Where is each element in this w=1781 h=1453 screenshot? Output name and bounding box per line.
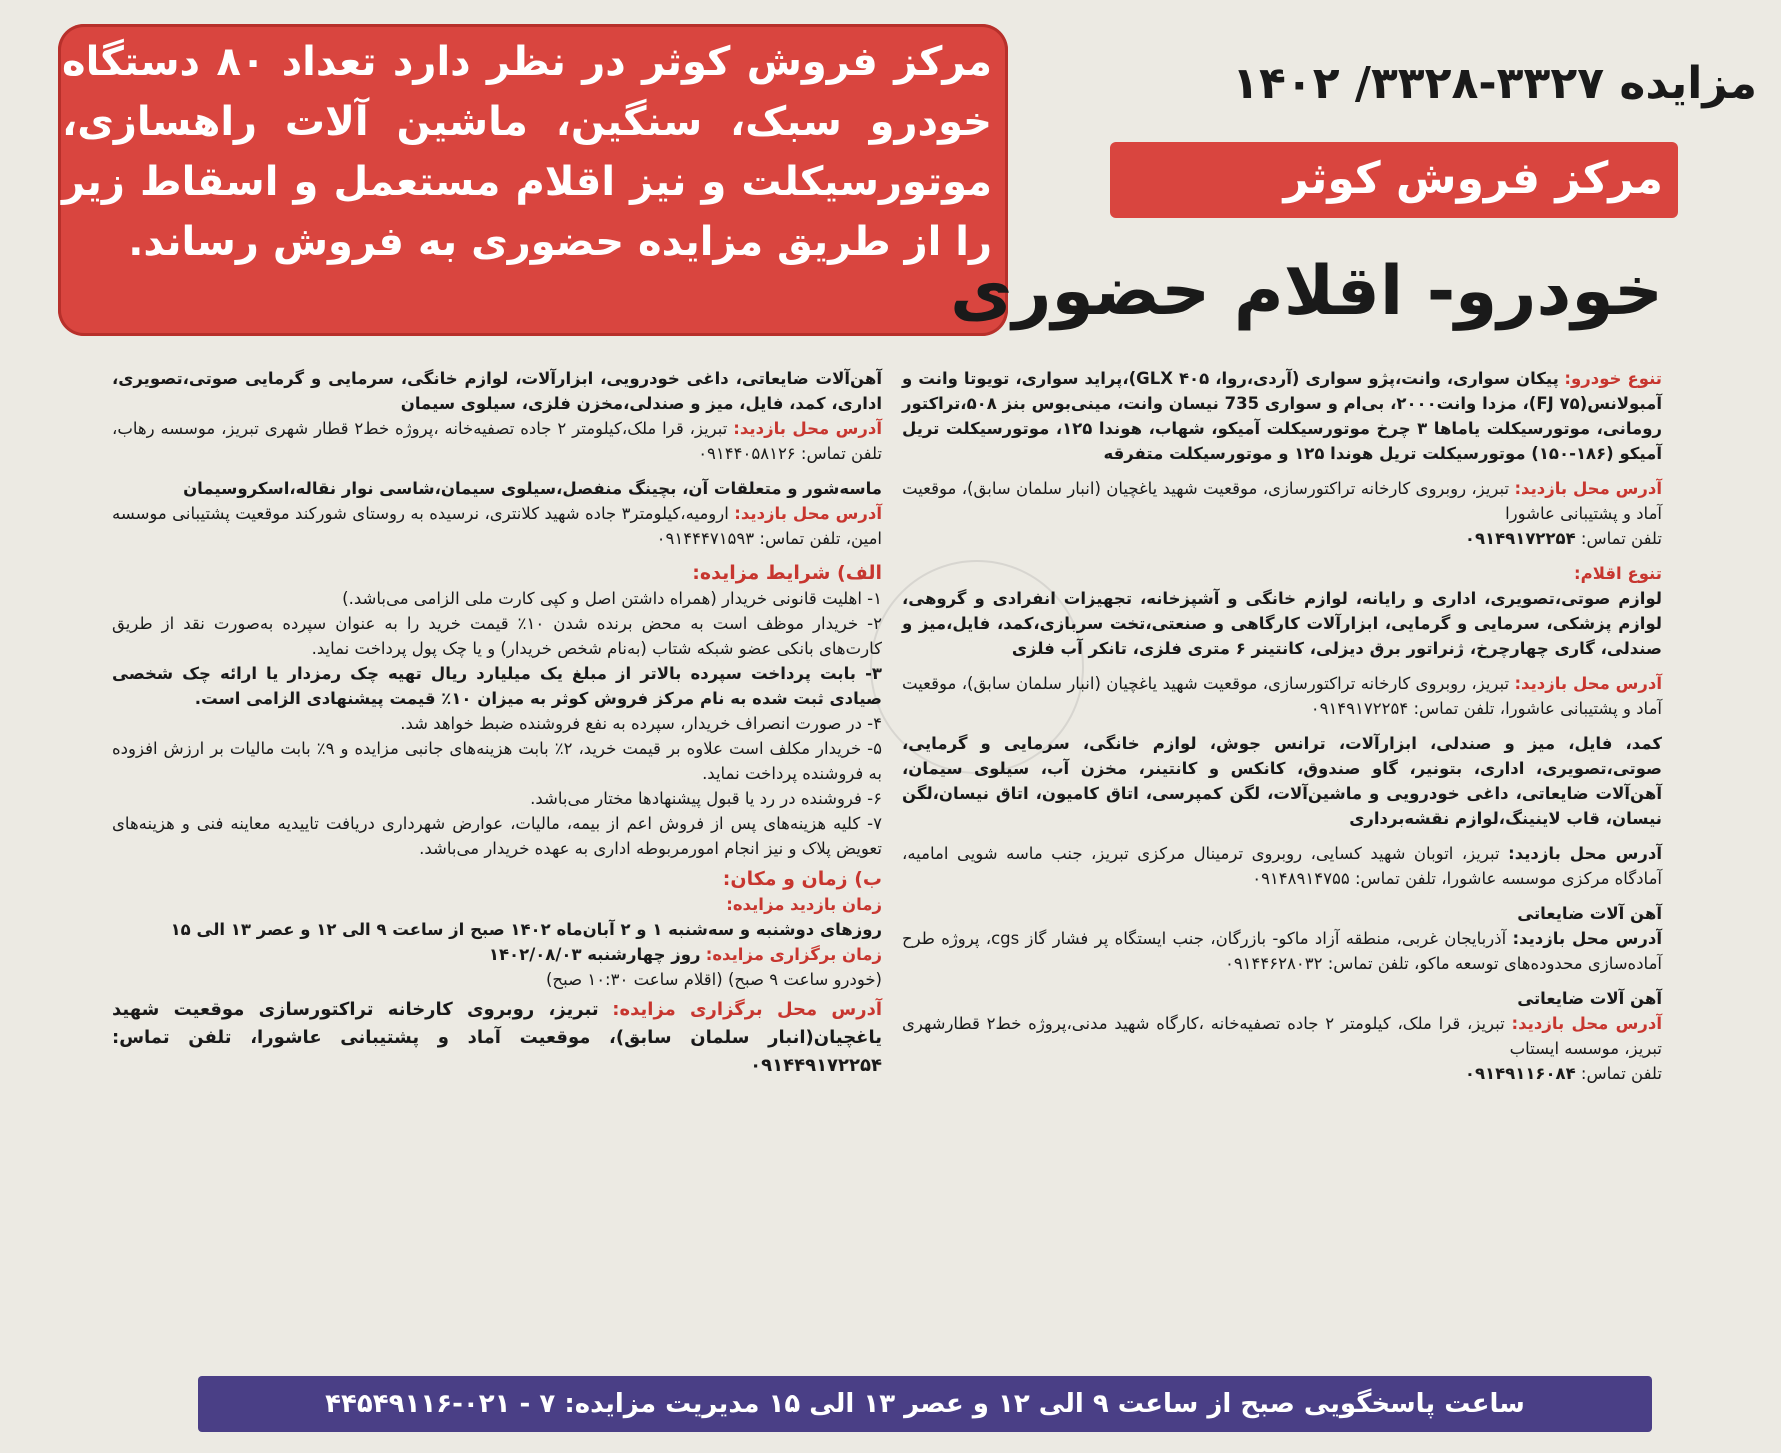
items-b-text: ماسه‌شور و متعلقات آن، بچینگ منفصل،سیلوی سیمان،شاسی نوار نقاله،اسکروسیمان [183, 479, 882, 498]
items-a-text: آهن‌آلات ضایعاتی، داغی خودرویی، ابزارآلات، لوازم خانگی، سرمایی و گرمایی صوتی،تصویری، اداری، کمد، فایل، میز و صندلی،مخزن فلزی، سیلوی سیمان [112, 369, 882, 413]
visit2-text: تبریز، روبروی کارخانه تراکتورسازی، موقعیت شهید یاغچیان (انبار سلمان سابق)، موقعیت آماد و پشتیبانی عاشورا، تلفن تماس: ۰۹۱۴۹۱۷۲۲۵۴ [902, 674, 1662, 718]
vehicles-label: تنوع خودرو: [1564, 369, 1662, 388]
visit-b-label: آدرس محل بازدید: [734, 504, 883, 523]
visit-b-text: ارومیه،کیلومتر۳ جاده شهید کلانتری، نرسیده به روستای شورکند موقعیت پشتیبانی موسسه امین، تلفن تماس: ۰۹۱۴۴۴۷۱۵۹۳ [112, 504, 882, 548]
visit-time-label: زمان بازدید مزایده: [726, 895, 882, 914]
condition-item: ۶- فروشنده در رد یا قبول پیشنهادها مختار می‌باشد. [530, 789, 882, 808]
footer-text: ساعت پاسخگویی صبح از ساعت ۹ الی ۱۲ و عصر ۱۳ الی ۱۵ مدیریت مزایده: ۷ - ۰۲۱-۴۴۵۴۹۱۱۶ [325, 1389, 1525, 1419]
visit5-label: آدرس محل بازدید: [1511, 1014, 1663, 1033]
place-paragraph [112, 996, 882, 1080]
visit1-paragraph [902, 476, 1662, 551]
phone1-label: تلفن تماس: [1580, 529, 1662, 548]
visit1-text: تبریز، روبروی کارخانه تراکتورسازی، موقعیت شهید یاغچیان (انبار سلمان سابق)، موقعیت آماد و پشتیبانی عاشورا [902, 479, 1662, 523]
items-text: لوازم صوتی،تصویری، اداری و رایانه، لوازم خانگی و آشپزخانه، تجهیزات انفرادی و گروهی، لوازم پزشکی، سرمایی و گرمایی، ابزارآلات کارگاهی و صنعتی،تخت سربازی،کمد، فایل،میز و صندلی، گاری چهارچرخ، ژنراتور برق دیزلی، کانتینر ۶ متری فلزی، تانکر آب فلزی [902, 589, 1662, 658]
hold-time-text: روز چهارشنبه ۱۴۰۲/۰۸/۰۳ [488, 945, 701, 964]
scrap1-paragraph [902, 901, 1662, 976]
items2-text: کمد، فایل، میز و صندلی، ابزارآلات، ترانس جوش، لوازم خانگی، سرمایی و گرمایی، صوتی،تصویری، اداری، بتونیر، گاو صندوق، کانکس و کانتینر، مخزن آب، سیلوی سیمان، آهن‌آلات ضایعاتی، داغی خودرویی و ماشین‌آلات، لگن کمپرسی، اتاق کامیون، اتاق نیسان،لگن نیسان، قاب لاینینگ،لوازم نقشه‌برداری [902, 734, 1662, 828]
visit3-text: تبریز، اتوبان شهید کسایی، روبروی ترمینال مرکزی تبریز، جنب ماسه شویی امامیه، آمادگاه مرکزی موسسه عاشورا، تلفن تماس: ۰۹۱۴۸۹۱۴۷۵۵ [902, 844, 1662, 888]
hold-time-line [112, 942, 882, 967]
visit5-text: تبریز، قرا ملک، کیلومتر ۲ جاده تصفیه‌خانه ،کارگاه شهید مدنی،پروژه خط۲ قطارشهری تبریز، موسسه ایستاب [902, 1014, 1662, 1058]
condition-item: ۵- خریدار مکلف است علاوه بر قیمت خرید، ۲٪ بابت هزینه‌های جانبی مزایده و ۹٪ بابت مالیات بر ارزش افزوده به فروشنده پرداخت نماید. [112, 739, 882, 783]
conditions-title: الف) شرایط مزایده: [692, 562, 882, 584]
visit-a-text: تبریز، قرا ملک،کیلومتر ۲ جاده تصفیه‌خانه ،پروژه خط۲ قطار شهری تبریز، موسسه رهاب، تلفن تماس: ۰۹۱۴۴۰۵۸۱۲۶ [112, 419, 882, 463]
scrap1-title: آهن آلات ضایعاتی [1517, 904, 1662, 923]
visit1-label: آدرس محل بازدید: [1514, 479, 1663, 498]
visit4-label: آدرس محل بازدید: [1512, 929, 1662, 948]
visit2-paragraph [902, 671, 1662, 721]
auction-title: مزایده ۳۳۲۷-۳۳۲۸/ ۱۴۰۲ [1232, 58, 1757, 109]
items-label: تنوع اقلام: [1574, 564, 1662, 583]
conditions-list [112, 586, 882, 861]
visit4-text: آذربایجان غربی، منطقه آزاد ماکو- بازرگان، جنب ایستگاه پر فشار گاز cgs، پروژه طرح آماده‌سازی محدوده‌های توسعه ماکو، تلفن تماس: ۰۹۱۴۴۶۲۸۰۳۲ [902, 929, 1662, 973]
scrap2-title: آهن آلات ضایعاتی [1517, 989, 1662, 1008]
visit-a-label: آدرس محل بازدید: [733, 419, 883, 438]
items2-paragraph [902, 731, 1662, 831]
time-title: ب) زمان و مکان: [722, 868, 882, 890]
visit3-paragraph [902, 841, 1662, 891]
condition-item: ۲- خریدار موظف است به محض برنده شدن ۱۰٪ قیمت خرید را به عنوان سپرده به‌صورت نقد از طریق کارت‌های بانکی عضو شبکه شتاب (به‌نام شخص خریدار) و یا چک پول پرداخت نماید. [112, 614, 882, 658]
vehicles-paragraph [902, 366, 1662, 466]
hold-time-label: زمان برگزاری مزایده: [705, 945, 882, 964]
org-name: مرکز فروش کوثر [1283, 153, 1663, 204]
visit-time-text: روزهای دوشنبه و سه‌شنبه ۱ و ۲ آبان‌ماه ۱۴۰۲ صبح از ساعت ۹ الی ۱۲ و عصر ۱۳ الی ۱۵ [170, 920, 882, 939]
vehicles-text: پیکان سواری، وانت،پژو سواری (آردی،روا، GLX ۴۰۵)،پراید سواری، تویوتا وانت و آمبولانس(FJ ۷۵)، مزدا وانت۲۰۰۰، بی‌ام و سواری 735 نیسان وانت، مینی‌بوس بنز ۵۰۸،تراکتور رومانی، موتورسیکلت یاماها ۳ چرخ موتورسیکلت آمیکو، شهاب، هوندا ۱۲۵، موتورسیکلت تریل آمیکو (۱۸۶-۱۵۰) موتورسیکلت تریل هوندا ۱۲۵ و موتورسیکلت متفرقه [902, 369, 1662, 463]
phone5-label: تلفن تماس: [1580, 1064, 1662, 1083]
items-b-paragraph [112, 476, 882, 551]
condition-item: ۷- کلیه هزینه‌های پس از فروش اعم از بیمه، مالیات، عوارض شهرداری دریافت تاییدیه معاینه فنی و هزینه‌های تعویض پلاک و نیز انجام امورمربوطه اداری به عهده خریدار می‌باشد. [112, 814, 882, 858]
phone5-number: ۰۹۱۴۹۱۱۶۰۸۴ [1464, 1064, 1576, 1083]
items-a-paragraph [112, 366, 882, 466]
right-column [902, 366, 1662, 1096]
scrap2-paragraph [902, 986, 1662, 1086]
visit2-label: آدرس محل بازدید: [1514, 674, 1663, 693]
phone1-number: ۰۹۱۴۹۱۷۲۲۵۴ [1464, 529, 1576, 548]
condition-item: ۴- در صورت انصراف خریدار، سپرده به نفع فروشنده ضبط خواهد شد. [400, 714, 882, 733]
place-text: تبریز، روبروی کارخانه تراکتورسازی موقعیت شهید یاغچیان(انبار سلمان سابق)، موقعیت آماد و پشتیبانی عاشورا، تلفن تماس: ۰۹۱۴۴۹۱۷۲۲۵۴ [112, 999, 882, 1076]
condition-item: ۱- اهلیت قانونی خریدار (همراه داشتن اصل و کپی کارت ملی الزامی می‌باشد.) [342, 589, 882, 608]
hold-time-note: (خودرو ساعت ۹ صبح) (اقلام ساعت ۱۰:۳۰ صبح) [546, 970, 882, 989]
visit3-label: آدرس محل بازدید: [1508, 844, 1663, 863]
items-paragraph [902, 561, 1662, 661]
place-label: آدرس محل برگزاری مزایده: [612, 999, 882, 1020]
main-title: خودرو- اقلام حضوری [950, 252, 1663, 331]
left-column [112, 366, 882, 1080]
condition-item: ۳- بابت پرداخت سپرده بالاتر از مبلغ یک میلیارد ریال تهیه چک رمزدار یا ارائه چک شخصی صیادی ثبت شده به نام مرکز فروش کوثر به میزان ۱۰٪ قیمت پیشنهادی الزامی است. [112, 664, 882, 708]
intro-text: مرکز فروش کوثر در نظر دارد تعداد ۸۰ دستگاه خودرو سبک، سنگین، ماشین آلات راهسازی، موتورسیکلت و نیز اقلام مستعمل و اسقاط زیر را از طریق مزایده حضوری به فروش رساند. [62, 39, 992, 265]
